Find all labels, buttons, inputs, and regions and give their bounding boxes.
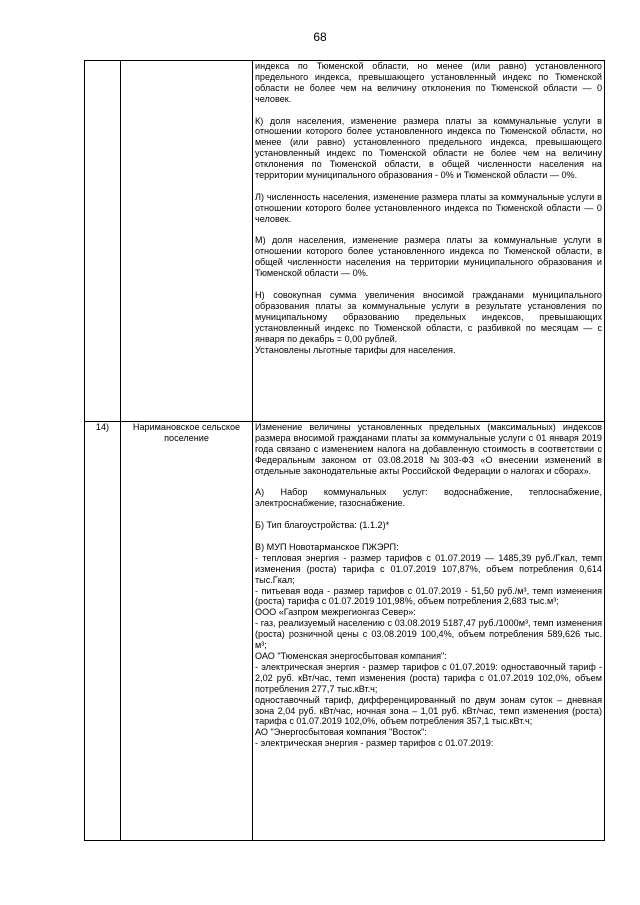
tariff-line: - электрическая энергия - размер тарифов с 01.07.2019: <box>255 738 494 749</box>
document-table <box>84 60 605 841</box>
provider-line: АО "Энергосбытовая компания "Восток": <box>255 727 427 738</box>
paragraph: индекса по Тюменской области, но менее (или равно) установленного предельного индекса, превышающего установленный индекс по Тюменской области не более чем на величину отклонения по Тюменской области — 0 человек. <box>255 61 602 104</box>
description-cell <box>253 422 605 841</box>
provider-line: ООО «Газпром межрегионгаз Север»: <box>255 607 416 618</box>
tariff-line: - тепловая энергия - размер тарифов с 01.07.2019 — 1485,39 руб./Гкал, темп изменения (роста) тарифа с 01.07.2019 107,87%, объем потребления 0,614 тыс.Гкал; <box>255 552 602 585</box>
provider-line: ОАО "Тюменская энергосбытовая компания": <box>255 650 447 661</box>
tariff-line: - газ, реализуемый населению с 03.08.2019 5187,47 руб./1000м³, темп изменения (роста) розничной цены с 03.08.2019 100,4%, объем потребления 589,626 тыс. м³; <box>255 618 602 651</box>
organization-cell <box>121 61 253 422</box>
paragraph-n: Н) совокупная сумма увеличения вносимой гражданами муниципального образования платы за коммунальные услуги в результате установления по муниципальному образованию предельных индексов, превышающих установленный индекс по Тюменской области, с разбивкой по месяцам — с января по декабрь = 0,00 рублей. <box>255 289 602 344</box>
tariff-line: - электрическая энергия - размер тарифов с 01.07.2019: одноставочный тариф - 2,02 руб. кВт/час, темп изменения (роста) тарифа с 01.07.2019 102,0%, объем потребления 277,7 тыс.кВт.ч; <box>255 661 602 694</box>
description-cell <box>253 61 605 422</box>
tariff-line: одноставочный тариф, дифференцированный по двум зонам суток – дневная зона 2,04 руб. кВт/час, ночная зона – 1,01 руб. кВт/час, темп изменения (роста) тарифа с 01.07.2019 102,0%, объем потребления 357,1 тыс.кВт.ч; <box>255 694 602 727</box>
benefit-tariffs-line: Установлены льготные тарифы для населения. <box>255 344 456 355</box>
provider-line: В) МУП Новотарманское ПЖЭРП: <box>255 541 399 552</box>
page-number: 68 <box>313 30 327 44</box>
intro-paragraph: Изменение величины установленных предельных (максимальных) индексов размера вносимой гражданами платы за коммунальные услуги с 01 января 2019 года связано с изменением налога на добавленную стоимость в соответствии с Федеральным законом от 03.08.2018 №303-ФЗ «О внесении изменений в отдельные законодательные акты Российской Федерации о налогах и сборах». <box>255 422 602 476</box>
organization-cell: Наримановское сельское поселение <box>121 422 253 841</box>
table-row <box>85 61 605 422</box>
paragraph-k: К) доля населения, изменение размера платы за коммунальные услуги в отношении которого более установленного индекса по Тюменской области, но менее (или равно) установленного предельного индекса, превышающего установленный индекс по Тюменской области не более чем на величину отклонения по Тюменской области, в общей численности населения на территории муниципального образования - 0% и Тюменской области — 0%. <box>255 115 602 181</box>
section-b: Б) Тип благоустройства: (1.1.2)* <box>255 520 390 531</box>
row-number-cell <box>85 61 121 422</box>
row-number-cell: 14) <box>85 422 121 841</box>
table-row <box>85 422 605 841</box>
section-a: А) Набор коммунальных услуг: водоснабжение, теплоснабжение, электроснабжение, газоснабжение. <box>255 487 602 509</box>
tariff-line: - питьевая вода - размер тарифов с 01.07.2019 - 51,50 руб./м³, темп изменения (роста) тарифа с 01.07.2019 101,98%, объем потребления 2,683 тыс.м³; <box>255 585 602 607</box>
paragraph-m: М) доля населения, изменение размера платы за коммунальные услуги в отношении которого более установленного индекса по Тюменской области, в общей численности населения на территории муниципального образования и Тюменской области — 0%. <box>255 235 602 279</box>
paragraph-l: Л) численность населения, изменение размера платы за коммунальные услуги в отношении которого более установленного индекса по Тюменской области — 0 человек. <box>255 191 602 224</box>
